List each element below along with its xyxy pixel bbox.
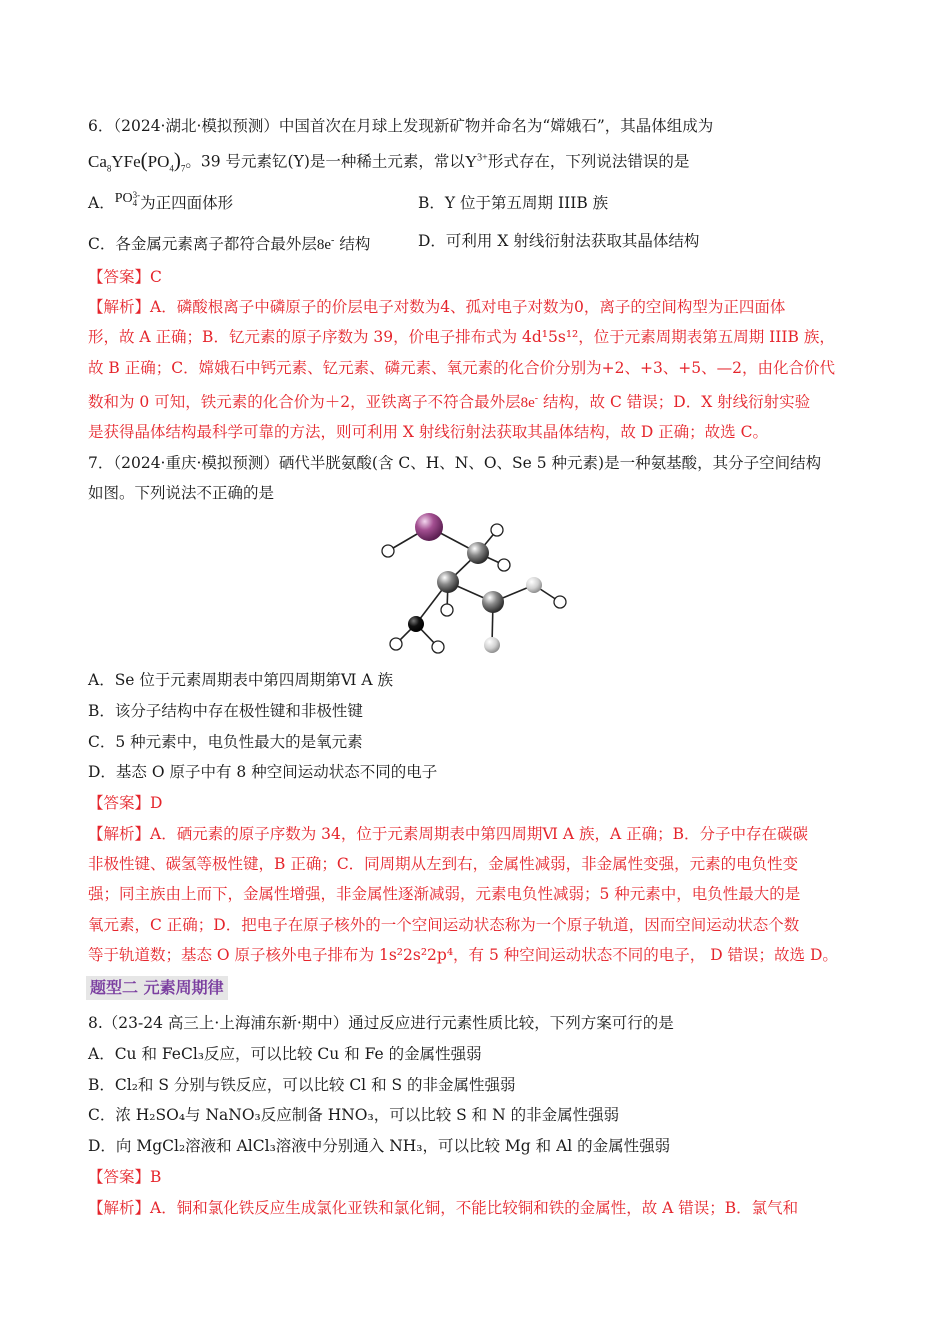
q8-stem: 8.（23-24 高三上·上海浦东新·期中）通过反应进行元素性质比较，下列方案可行的是: [88, 1014, 674, 1032]
oxygen-atom-1: [526, 577, 542, 593]
carbon-atom-1: [467, 542, 489, 564]
q8-option-d: D．向 MgCl₂溶液和 AlCl₃溶液中分别通入 NH₃，可以比较 Mg 和 Al 的金属性强弱: [88, 1137, 671, 1155]
q8-option-b: B．Cl₂和 S 分别与铁反应，可以比较 Cl 和 S 的非金属性强弱: [88, 1076, 516, 1094]
q7-answer: 【答案】D: [88, 794, 163, 812]
q6-explanation-line5: 是获得晶体结构最科学可靠的方法，则可利用 X 射线衍射法获取其晶体结构，故 D 正确；故选 C。: [88, 423, 768, 441]
q7-explanation-line1: 【解析】A．硒元素的原子序数为 34，位于元素周期表中第四周期Ⅵ A 族，A 正确；B．分子中存在碳碳: [88, 825, 808, 843]
q6-option-d: D．可利用 X 射线衍射法获取其晶体结构: [418, 232, 700, 250]
q6-option-a: A．PO3- 4 为正四面体形: [88, 189, 234, 212]
q6-stem-line2: $Ca_8YFe(PO_4)_7$。39 号元素钇(Y)是一种稀土元素，常以$Y^{3+}$形式存在，下列说法错误的是: [88, 147, 690, 174]
nitrogen-atom: [408, 616, 424, 632]
q7-stem-line1: 7．（2024·重庆·模拟预测）硒代半胱氨酸(含 C、H、N、O、Se 5 种元素)是一种氨基酸，其分子空间结构: [88, 454, 822, 472]
selenium-atom: [415, 513, 443, 541]
q7-explanation-line2: 非极性键、碳氢等极性键，B 正确；C．同周期从左到右，金属性减弱，非金属性变强，元素的电负性变: [88, 855, 799, 873]
hydrogen-atom: [491, 524, 503, 536]
q6-explanation-line1: 【解析】A．磷酸根离子中磷原子的价层电子对数为4、孤对电子对数为0，离子的空间构型为正四面体: [88, 298, 786, 316]
q6-explanation-line3: 故 B 正确；C．嫦娥石中钙元素、钇元素、磷元素、氧元素的化合价分别为+2、+3、+5、—2，由化合价代: [88, 359, 836, 377]
hydrogen-atom: [432, 641, 444, 653]
section-heading: 题型二 元素周期律: [86, 976, 228, 1000]
carbon-atom-3: [482, 591, 504, 613]
oxygen-atom-2: [484, 637, 500, 653]
formula-po4-3minus: PO3- 4: [114, 189, 141, 208]
formula-8e: 8e-: [316, 235, 335, 253]
q7-option-a: A．Se 位于元素周期表中第四周期第Ⅵ A 族: [88, 671, 394, 689]
q6-explanation-line2: 形，故 A 正确；B．钇元素的原子序数为 39，价电子排布式为 4d¹5s¹²，位于元素周期表第五周期 IIIB 族，: [88, 328, 835, 346]
hydrogen-atom: [554, 596, 566, 608]
q7-option-c: C．5 种元素中，电负性最大的是氧元素: [88, 733, 363, 751]
q6-explanation-line4: 数和为 0 可知，铁元素的化合价为＋2，亚铁离子不符合最外层8e- 结构，故 C 错误；D．X 射线衍射实验: [88, 393, 811, 411]
formula-y3plus: $Y^{3+}$: [464, 151, 488, 171]
q7-stem-line2: 如图。下列说法不正确的是: [88, 484, 275, 502]
selenocysteine-molecule-model: [370, 505, 580, 663]
q7-option-b: B．该分子结构中存在极性键和非极性键: [88, 702, 363, 720]
hydrogen-atom: [498, 559, 510, 571]
q8-option-c: C．浓 H₂SO₄与 NaNO₃反应制备 HNO₃，可以比较 S 和 N 的非金属性强弱: [88, 1106, 620, 1124]
q6-stem-line1: 6．（2024·湖北·模拟预测）中国首次在月球上发现新矿物并命名为“嫦娥石”，其晶体组成为: [88, 117, 714, 135]
q8-option-a: A．Cu 和 FeCl₃反应，可以比较 Cu 和 Fe 的金属性强弱: [88, 1045, 482, 1063]
q7-explanation-line5: 等于轨道数；基态 O 原子核外电子排布为 1s²2s²2p⁴，有 5 种空间运动状态不同的电子， D 错误；故选 D。: [88, 946, 838, 964]
q6-option-b: B．Y 位于第五周期 IIIB 族: [418, 194, 609, 212]
q7-explanation-line3: 强；同主族由上而下，金属性增强，非金属性逐渐减弱，元素电负性减弱；5 种元素中，电负性最大的是: [88, 885, 801, 903]
q6-answer: 【答案】C: [88, 268, 162, 286]
q7-option-d: D．基态 O 原子中有 8 种空间运动状态不同的电子: [88, 763, 438, 781]
hydrogen-atom: [382, 545, 394, 557]
q6-option-c: C．各金属元素离子都符合最外层8e- 结构: [88, 235, 371, 253]
hydrogen-atom: [390, 638, 402, 650]
q8-answer: 【答案】B: [88, 1168, 162, 1186]
hydrogen-atom: [441, 604, 453, 616]
carbon-atom-2: [437, 571, 459, 593]
q7-explanation-line4: 氧元素，C 正确；D．把电子在原子核外的一个空间运动状态称为一个原子轨道，因而空间运动状态个数: [88, 916, 800, 934]
q8-explanation-line1: 【解析】A．铜和氯化铁反应生成氯化亚铁和氯化铜，不能比较铜和铁的金属性，故 A 错误；B．氯气和: [88, 1199, 799, 1217]
formula-ca8yfe-po4-7: $Ca_8YFe(PO_4)_7$: [88, 147, 186, 174]
